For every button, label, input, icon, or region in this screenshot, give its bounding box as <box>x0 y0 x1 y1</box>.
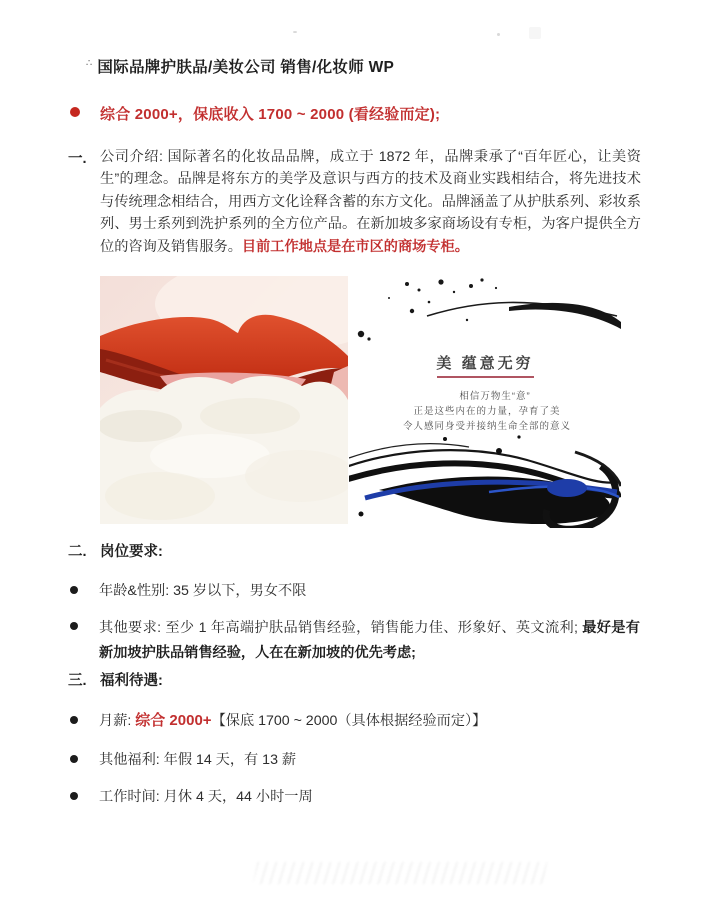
age-gender-text: 年龄&性别: 35 岁以下，男女不限 <box>99 583 307 599</box>
work-location-note: 目前工作地点是在市区的商场专柜。 <box>241 238 469 255</box>
salary-detail: 【保底 1700 ~ 2000（具体根据经验而定）】 <box>211 713 487 729</box>
bullet-icon <box>70 716 78 724</box>
working-hours-text: 工作时间: 月休 4 天，44 小时一周 <box>99 789 313 805</box>
bullet-icon <box>70 107 80 117</box>
ink-slogan-title: 美 蕴意无穷 <box>436 355 534 372</box>
title-row <box>86 55 394 77</box>
salary-highlight-row <box>70 103 440 124</box>
lips-photo <box>100 276 348 524</box>
company-intro-paragraph <box>100 146 641 258</box>
salary-amount: 综合 2000+ <box>135 712 212 729</box>
scan-artifact <box>253 862 548 884</box>
ink-art-image <box>349 276 621 528</box>
section-title-welfare: 福利待遇: <box>100 673 163 689</box>
title-list-marker: ∴ <box>86 58 92 69</box>
cotton-shadow <box>105 472 215 520</box>
ink-caption-line: 相信万物生“意” <box>459 391 531 402</box>
section-title-requirements: 岗位要求: <box>100 544 163 560</box>
ink-caption-line: 正是这些内在的力量，孕育了美 <box>413 406 561 417</box>
bullet-icon <box>70 792 78 800</box>
section-number-requirements: 二. <box>68 544 87 560</box>
section-number-company: 一. <box>68 151 87 167</box>
age-gender-item <box>70 580 650 602</box>
other-requirements-normal: 其他要求: 至少 1 年高端护肤品销售经验，销售能力佳、形象好、英文流利; <box>99 620 583 636</box>
scan-speck <box>497 33 500 36</box>
salary-prefix: 月薪: <box>99 713 136 729</box>
benefits-item <box>70 749 650 771</box>
scan-speck <box>293 31 297 33</box>
salary-highlight-text: 综合 2000+，保底收入 1700 ~ 2000 (看经验而定); <box>100 106 441 123</box>
benefits-text: 其他福利: 年假 14 天，有 13 薪 <box>99 752 297 768</box>
lips-photo-graphic <box>100 276 348 524</box>
scan-speck <box>529 27 541 39</box>
company-intro-text: 公司介绍: 国际著名的化妆品品牌，成立于 1872 年，品牌秉承了“百年匠心，让美资生”的理念。品牌是将东方的美学及意识与西方的技术及商业实践相结合，将先进技术与传统理念相结合，用西方文化诠释含蓄的东方文化。品牌涵盖了从护肤系列、彩妆系列、男士系列到洗护系列的全方位产品。在新加坡多家商场设有专柜，为客户提供全方位的咨询及销售服务。 <box>100 149 641 255</box>
salary-item <box>70 710 650 732</box>
ink-art-graphic <box>349 276 621 528</box>
other-requirements-text <box>99 616 640 665</box>
salary-text <box>99 710 640 732</box>
bullet-icon <box>70 622 78 630</box>
other-requirements-bold: 最好是有新加坡护肤品销售经验，人在在新加坡的优先考虑; <box>99 620 640 661</box>
slogan-underline <box>437 376 534 378</box>
cotton-shadow <box>100 410 182 442</box>
ink-caption-line: 令人感同身受并接纳生命全部的意义 <box>402 421 572 432</box>
cotton-shadow <box>200 398 300 434</box>
bullet-icon <box>70 586 78 594</box>
page-title: 国际品牌护肤品/美妆公司 销售/化妆师 WP <box>97 59 395 76</box>
section-number-welfare: 三. <box>68 673 87 689</box>
other-requirements-item <box>70 616 650 665</box>
working-hours-item <box>70 786 650 808</box>
bullet-icon <box>70 755 78 763</box>
